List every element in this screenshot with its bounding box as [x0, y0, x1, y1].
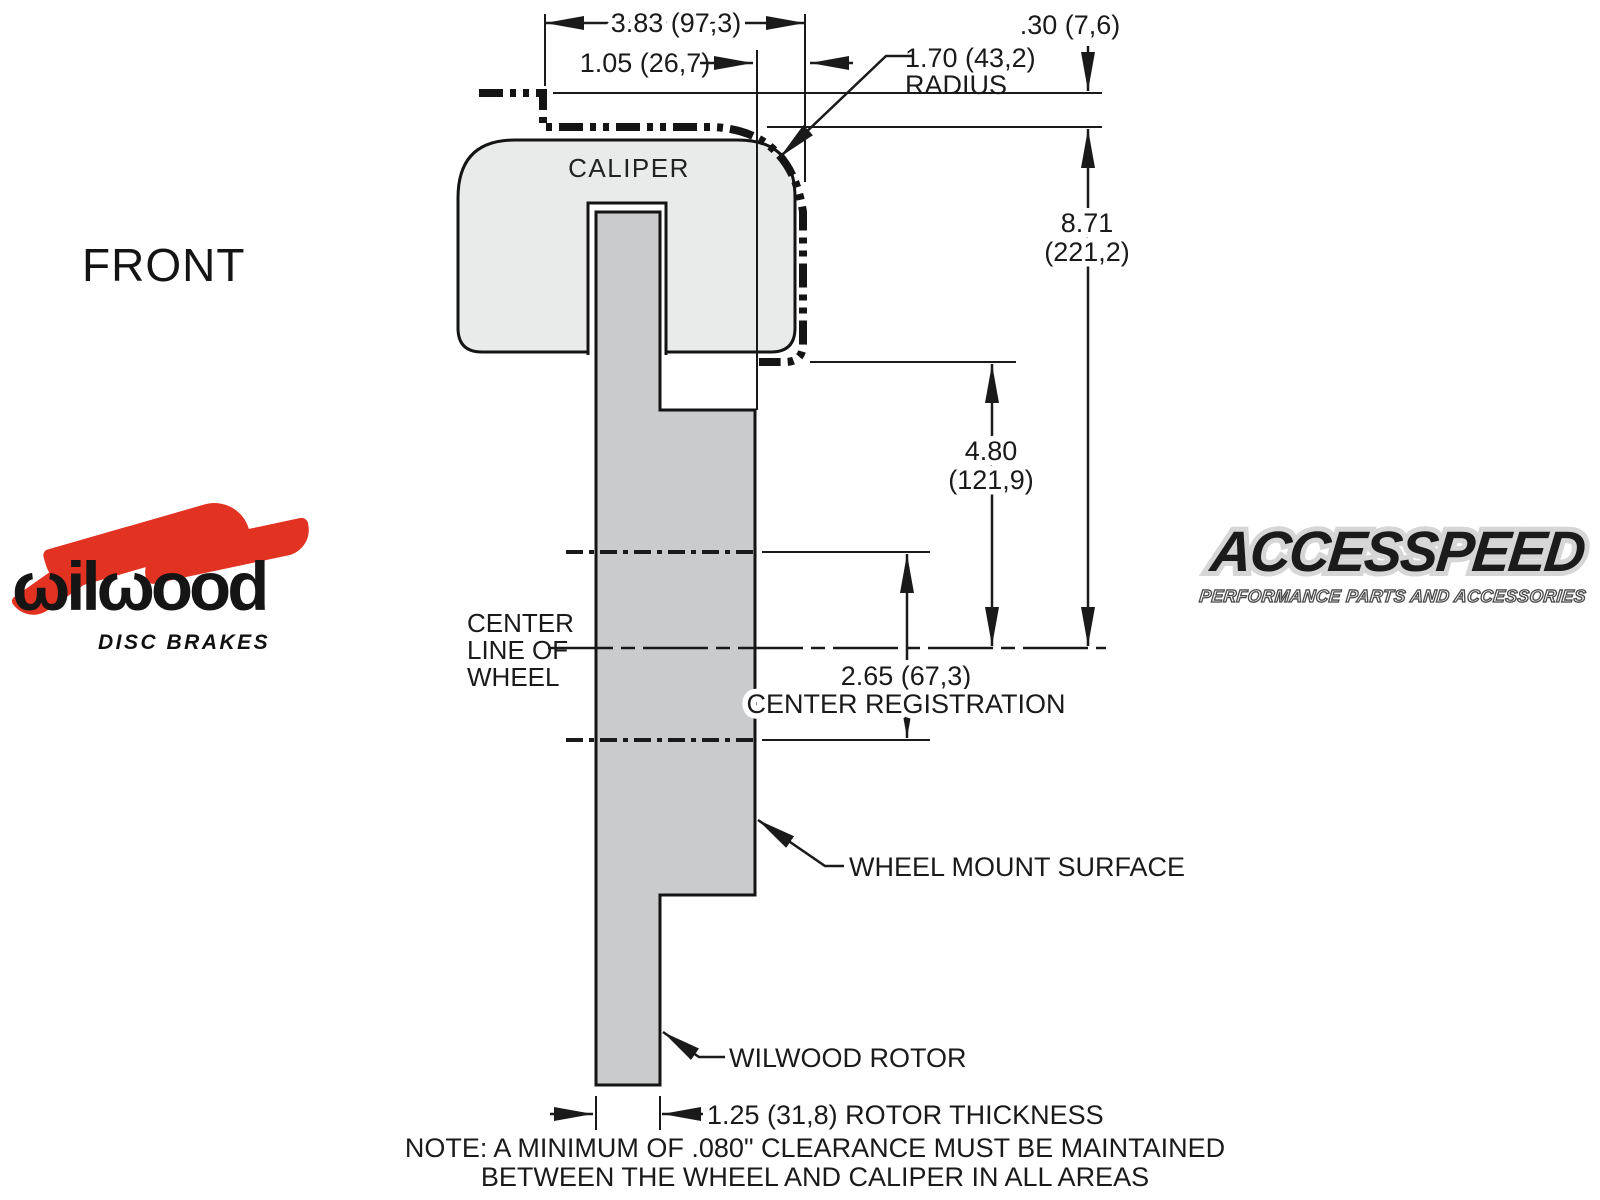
wilwood-tagline: DISC BRAKES: [98, 631, 271, 654]
dim-text-center-registration-label: CENTER REGISTRATION: [746, 689, 1066, 719]
note-line2: BETWEEN THE WHEEL AND CALIPER IN ALL AREAS: [480, 1162, 1150, 1192]
dim-text-clearance-step: .30 (7,6): [1019, 10, 1121, 40]
note-line1: NOTE: A MINIMUM OF .080" CLEARANCE MUST BE MAINTAINED: [404, 1133, 1226, 1163]
accesspeed-wordmark: ACCESSPEED ACCESSPEED: [1208, 524, 1587, 581]
accesspeed-tagline: PERFORMANCE PARTS AND ACCESSORIES: [1198, 586, 1588, 606]
centerline-label-line3: WHEEL: [467, 662, 560, 692]
dim-text-radius-word: RADIUS: [905, 70, 1008, 100]
dim-text-rotor-thickness: 1.25 (31,8) ROTOR THICKNESS: [707, 1100, 1104, 1130]
wheel-mount-surface-label: WHEEL MOUNT SURFACE: [849, 852, 1186, 882]
wilwood-logo: [12, 518, 327, 668]
dim-text-caliper-overhang: 1.05 (26,7): [579, 48, 711, 78]
wilwood-rotor-label: WILWOOD ROTOR: [729, 1043, 967, 1073]
dim-text-center-registration-value: 2.65 (67,3): [840, 661, 972, 691]
leader-wheel-mount: [758, 820, 844, 866]
dim-text-radius-value: 1.70 (43,2): [905, 43, 1036, 73]
dim-text-mount-to-center-mm: (121,9): [948, 465, 1034, 495]
dim-text-overall-width: 3.83 (97,3): [610, 8, 742, 38]
caliper-label: CALIPER: [568, 153, 690, 183]
wilwood-wordmark: ωilωood: [12, 548, 266, 625]
dim-text-overall-height-in: 8.71: [1060, 208, 1114, 238]
centerline-label-line2: LINE OF: [467, 635, 569, 665]
centerline-label-line1: CENTER: [467, 608, 574, 638]
dim-text-overall-height-mm: (221,2): [1044, 237, 1130, 267]
leader-wilwood-rotor: [663, 1032, 725, 1057]
front-view-label: FRONT: [82, 239, 246, 291]
dim-text-mount-to-center-in: 4.80: [964, 436, 1018, 466]
accesspeed-logo: [1190, 520, 1600, 607]
leader-radius: [780, 56, 912, 157]
